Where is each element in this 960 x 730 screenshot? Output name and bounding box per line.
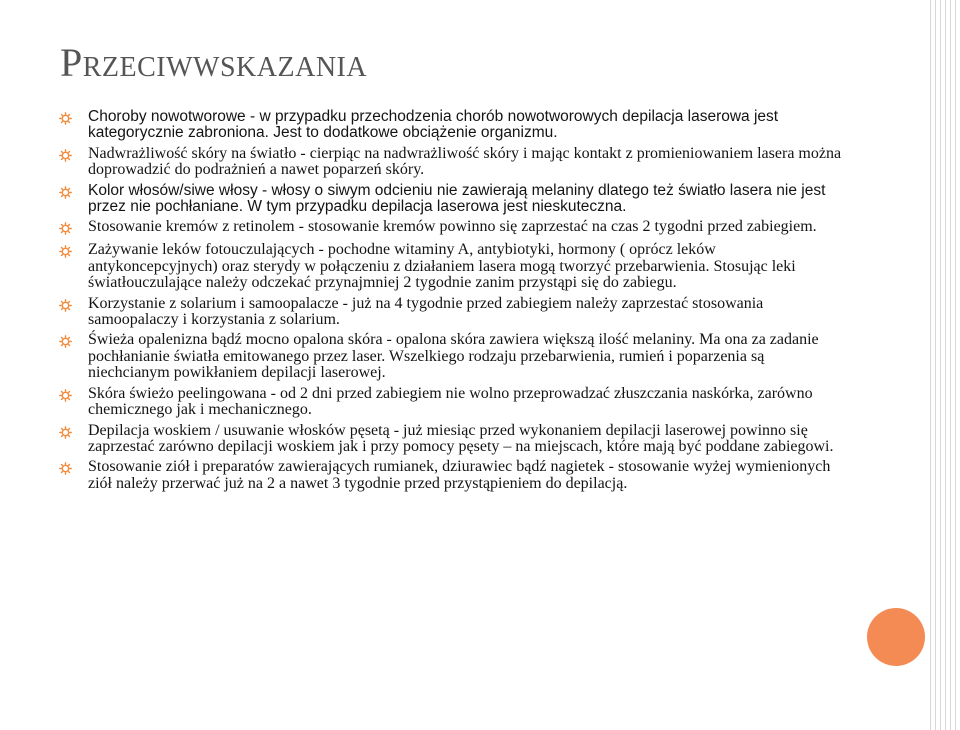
list-item xyxy=(58,219,848,238)
bullet-text: Korzystanie z solarium i samoopalacze - już na 4 tygodnie przed zabiegiem należy zaprzestać stosowania samoopalaczy i korzystania z solarium. xyxy=(88,294,764,329)
bullet-icon xyxy=(58,110,88,128)
bullet-text: Stosowanie ziół i preparatów zawierających rumianek, dziurawiec bądź nagietek - stosowanie wyżej wymienionych ziół należy przerwać już na 2 a nawet 3 tygodnie przed przystąpieniem do depilacją. xyxy=(88,458,831,492)
bullet-text: Stosowanie kremów z retinolem - stosowanie kremów powinno się zaprzestać na czas 2 tygodni przed zabiegiem. xyxy=(88,218,817,236)
bullet-icon xyxy=(58,297,88,315)
bullet-icon xyxy=(58,333,88,351)
list-item xyxy=(58,242,848,291)
list-item xyxy=(58,296,848,329)
bullet-icon xyxy=(58,184,88,202)
list-item xyxy=(58,146,848,179)
slide-title: Przeciwwskazania xyxy=(60,40,368,85)
bullet-icon xyxy=(58,147,88,165)
right-border-decoration xyxy=(930,0,960,730)
bullet-text: Depilacja woskiem / usuwanie włosków pęsetą - już miesiąc przed wykonaniem depilacji laserowej powinno się zaprzestać zarówno depilacji woskiem jak i przy pomocy pęsety – na miejscach, które mają być poddane zabiegowi. xyxy=(88,421,834,455)
list-item xyxy=(58,423,848,456)
list-item xyxy=(58,183,848,216)
bullet-icon xyxy=(58,387,88,405)
bullet-text: Świeża opalenizna bądź mocno opalona skóra - opalona skóra zawiera większą ilość melaniny. Ma ona za zadanie pochłanianie światła emitowanego przez laser. Wszelkiego rodzaju przebarwienia, rumień i poparzenia są niechcianym powikłaniem depilacji laserowej. xyxy=(88,331,819,382)
bullet-text: Kolor włosów/siwe włosy - włosy o siwym odcieniu nie zawierają melaniny dlatego też światło lasera nie jest przez nie pochłaniane. W tym przypadku depilacja laserowa jest nieskuteczna. xyxy=(88,181,826,216)
bullet-icon xyxy=(58,424,88,442)
list-item xyxy=(58,386,848,419)
list-item xyxy=(58,109,848,142)
bullet-text: Zażywanie leków fotouczulających - pochodne witaminy A, antybiotyki, hormony ( oprócz leków antykoncepcyjnych) oraz sterydy w połączeniu z działaniem lasera mogą tworzyć przebarwienia. Stosując leki światłouczulające należy odczekać przynajmniej 2 tygodnie zanim przystąpi się do zabiegu. xyxy=(88,241,796,292)
orange-circle-decoration xyxy=(867,608,925,666)
bullet-list xyxy=(58,109,848,492)
bullet-icon xyxy=(58,220,88,238)
bullet-icon xyxy=(58,460,88,478)
list-item xyxy=(58,459,848,492)
list-item xyxy=(58,332,848,381)
bullet-text: Skóra świeżo peelingowana - od 2 dni przed zabiegiem nie wolno przeprowadzać złuszczania naskórka, zarówno chemicznego jak i mechanicznego. xyxy=(88,384,813,419)
bullet-text: Nadwrażliwość skóry na światło - cierpiąc na nadwrażliwość skóry i mając kontakt z promieniowaniem lasera można doprowadzić do podrażnień a nawet poparzeń skóry. xyxy=(88,144,842,179)
bullet-text: Choroby nowotworowe - w przypadku przechodzenia chorób nowotworowych depilacja laserowa jest kategorycznie zabroniona. Jest to dodatkowe obciążenie organizmu. xyxy=(88,108,779,142)
bullet-icon xyxy=(58,243,88,261)
